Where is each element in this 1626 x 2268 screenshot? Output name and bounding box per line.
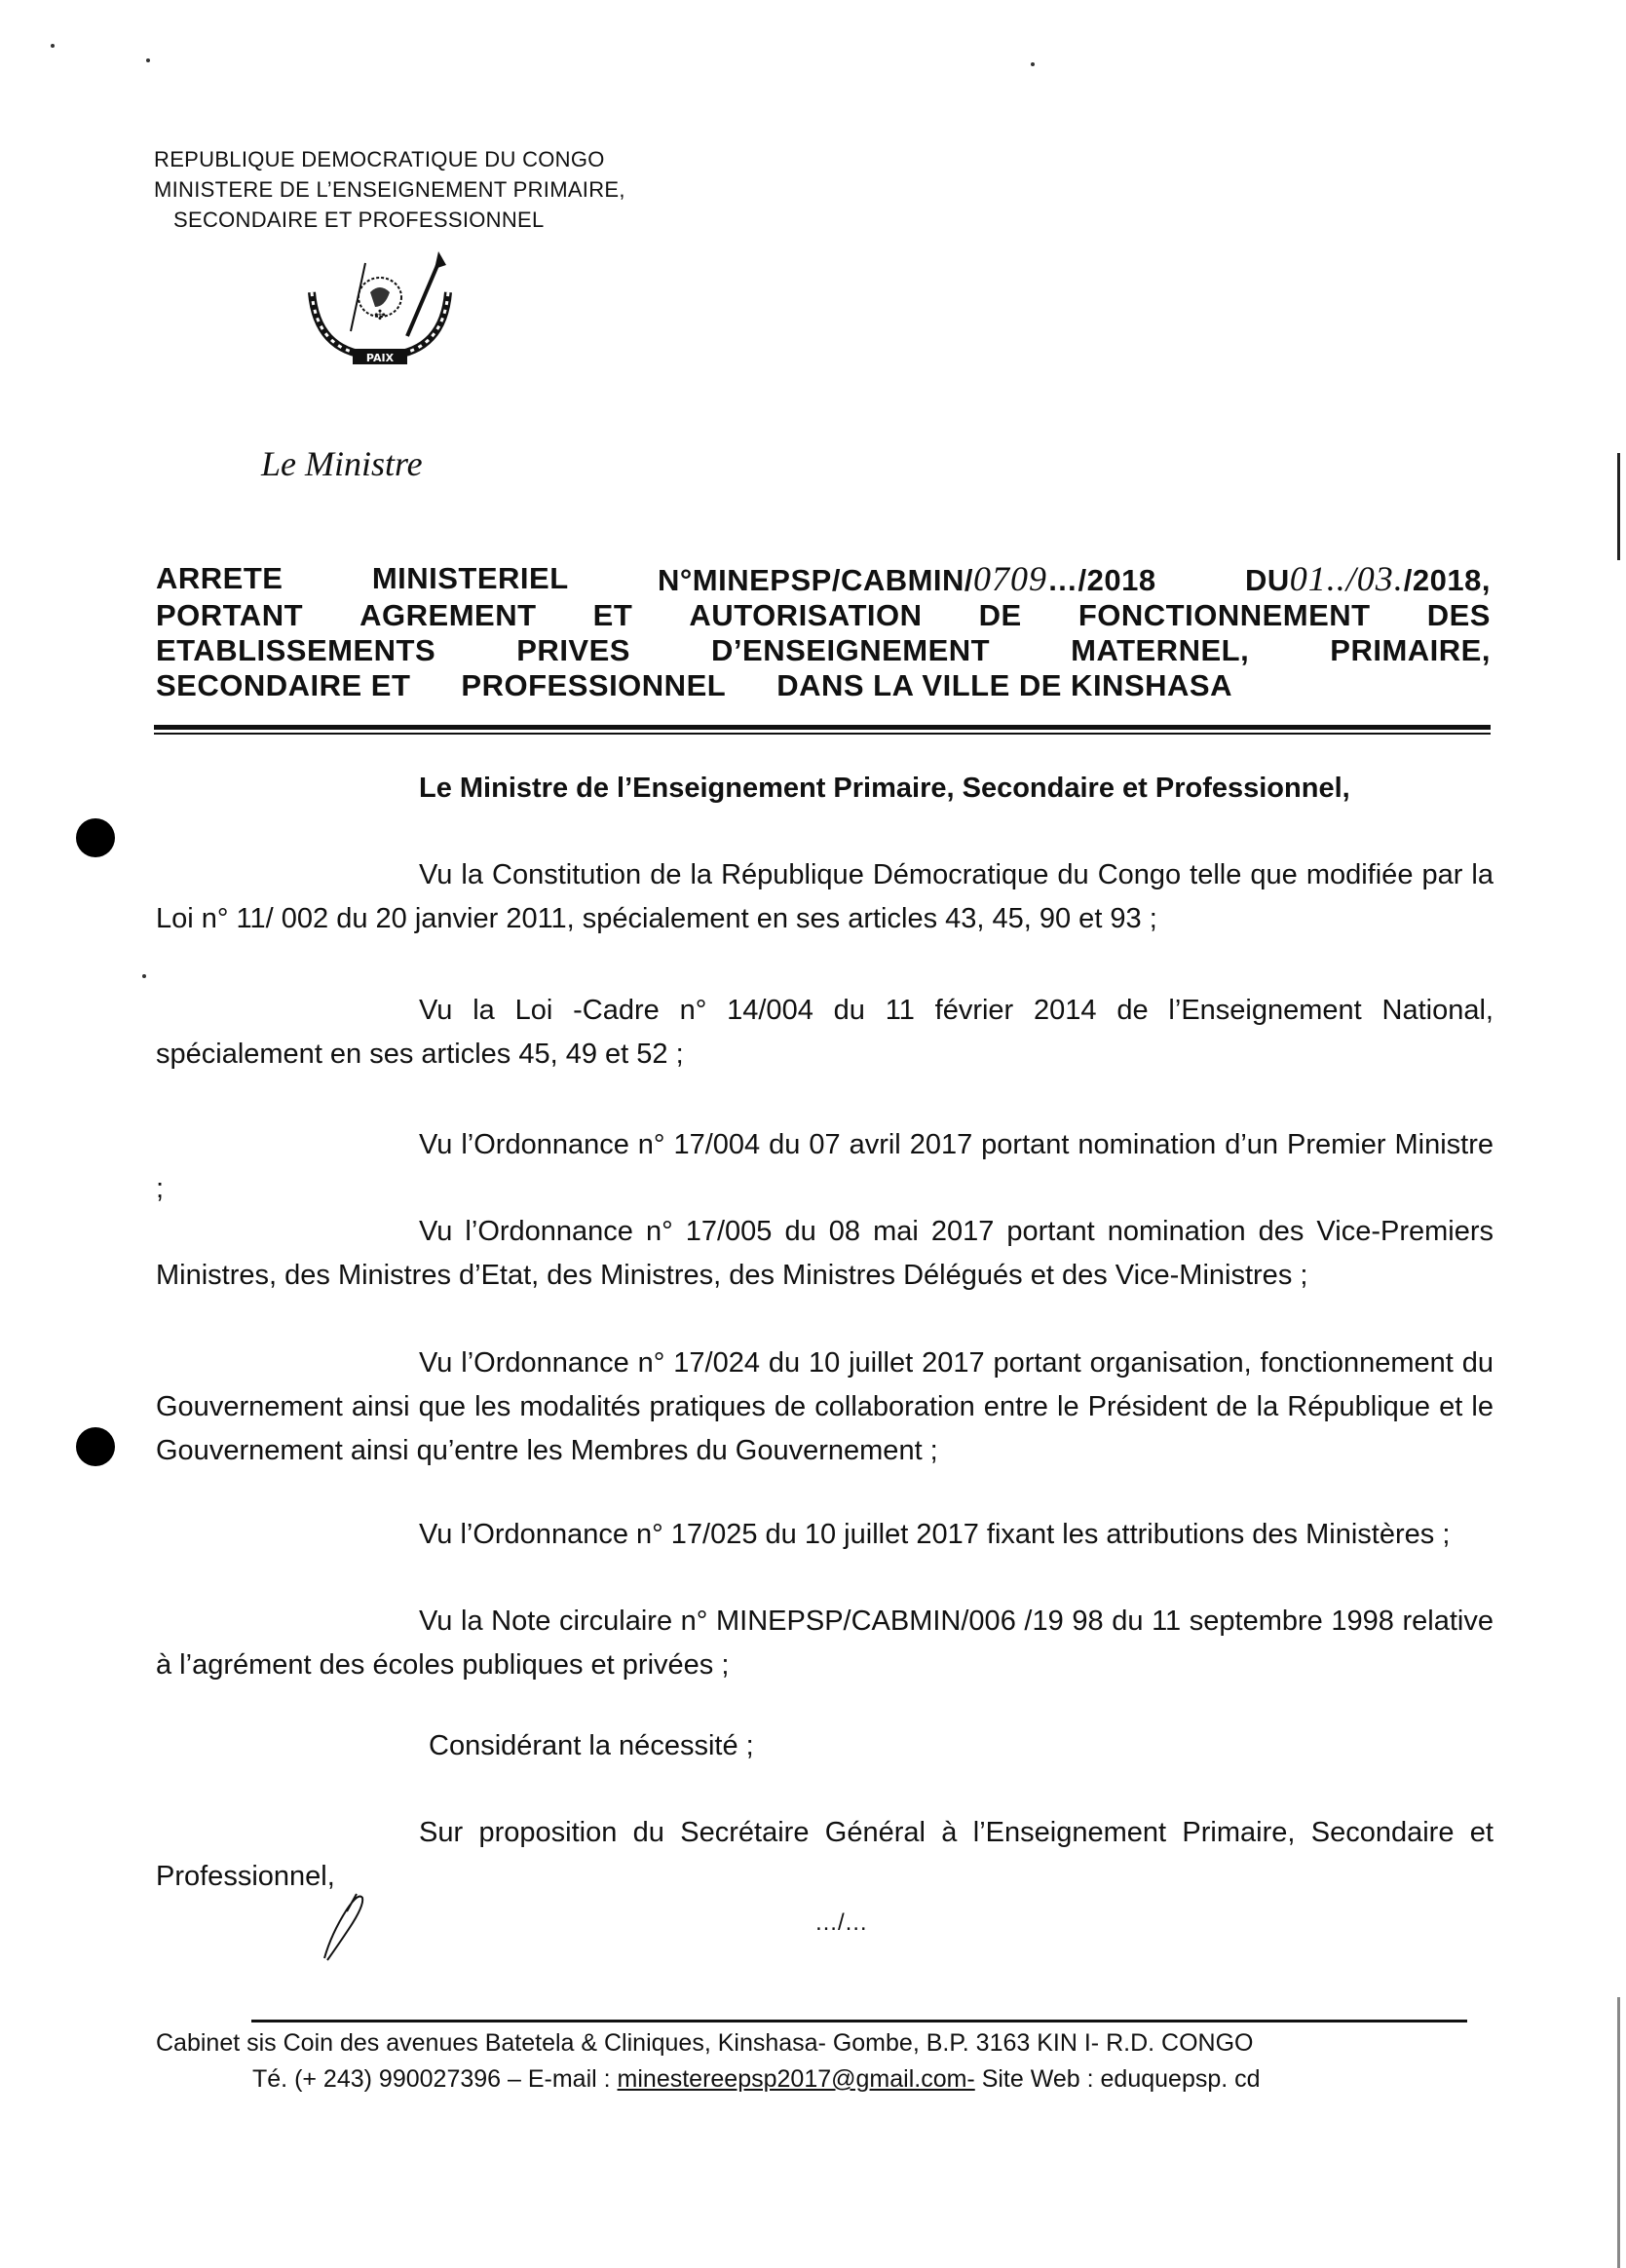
title-word: FONCTIONNEMENT bbox=[1078, 598, 1371, 632]
footer-website: Site Web : eduquepsp. cd bbox=[981, 2065, 1261, 2093]
title-divider-thin bbox=[154, 733, 1491, 735]
title-word: DE bbox=[978, 598, 1022, 632]
footer-telephone: Té. (+ 243) 990027396 – E-mail : bbox=[252, 2065, 611, 2093]
title-word: AUTORISATION bbox=[689, 598, 923, 632]
scan-speck bbox=[146, 58, 150, 62]
paragraph-ordonnance-17-024: Vu l’Ordonnance n° 17/024 du 10 juillet 2017 portant organisation, fonctionnement du Gouvernement ainsi que les modalités pratiques de collaboration entre le Président de la République et le Gouvernement ainsi qu’entre les Membres du Gouvernement ; bbox=[156, 1347, 1494, 1466]
minister-title: Le Ministre bbox=[261, 444, 423, 483]
title-word: ET bbox=[592, 598, 633, 632]
footer-address: Cabinet sis Coin des avenues Batetela & Cliniques, Kinshasa- Gombe, B.P. 3163 KIN I- R.D. CONGO bbox=[156, 2029, 1254, 2057]
title-word: DES bbox=[1426, 598, 1491, 632]
scan-speck bbox=[51, 44, 55, 48]
title-line-4 bbox=[156, 668, 1491, 703]
paragraph-constitution: Vu la Constitution de la République Démocratique du Congo telle que modifiée par la Loi n° 11/ 002 du 20 janvier 2011, spécialement en ses articles 43, 45, 90 et 93 ; bbox=[156, 859, 1494, 934]
scan-speck bbox=[1031, 62, 1035, 66]
decree-number: N°MINEPSP/CABMIN/0709…/2018 bbox=[658, 559, 1156, 598]
punch-hole-mark bbox=[76, 1427, 115, 1466]
title-word: ARRETE bbox=[156, 561, 284, 595]
page-continuation-mark: …/… bbox=[814, 1909, 868, 1936]
footer-contact bbox=[252, 2065, 1261, 2094]
paragraph-ordonnance-17-025: Vu l’Ordonnance n° 17/025 du 10 juillet 2017 fixant les attributions des Ministères ; bbox=[419, 1519, 1451, 1550]
paragraph-note-circulaire: Vu la Note circulaire n° MINEPSP/CABMIN/006 /19 98 du 11 septembre 1998 relative à l’agrément des écoles publiques et privées ; bbox=[156, 1606, 1494, 1681]
scan-edge-mark bbox=[1617, 453, 1620, 560]
title-line-1 bbox=[156, 561, 1491, 598]
title-line-3 bbox=[156, 633, 1491, 668]
title-line-2 bbox=[156, 598, 1491, 633]
coat-of-arms-emblem bbox=[292, 244, 468, 375]
header-line-3: SECONDAIRE ET PROFESSIONNEL bbox=[173, 208, 545, 232]
decree-title bbox=[156, 561, 1491, 703]
title-word: MINISTERIEL bbox=[371, 561, 569, 595]
paragraph-proposition: Sur proposition du Secrétaire Général à l’Enseignement Primaire, Secondaire et Professionnel, bbox=[156, 1817, 1494, 1892]
footer-email-link[interactable]: minestereepsp2017@gmail.com- bbox=[617, 2065, 975, 2093]
title-word: SECONDAIRE ET bbox=[156, 668, 411, 702]
title-word: DANS LA VILLE DE KINSHASA bbox=[776, 668, 1232, 702]
header-line-2: MINISTERE DE L’ENSEIGNEMENT PRIMAIRE, bbox=[154, 177, 625, 202]
handwritten-number: 0709 bbox=[973, 559, 1048, 598]
title-divider-thick bbox=[154, 725, 1491, 730]
ministry-header bbox=[154, 144, 625, 235]
title-word: PROFESSIONNEL bbox=[461, 668, 727, 702]
title-word: PORTANT bbox=[156, 598, 304, 632]
emblem-banner-text: PAIX bbox=[365, 352, 395, 364]
paragraph-ordonnance-17-005: Vu l’Ordonnance n° 17/005 du 08 mai 2017 portant nomination des Vice-Premiers Ministres, des Ministres d’Etat, des Ministres, des Ministres Délégués et des Vice-Ministres ; bbox=[156, 1216, 1494, 1291]
handwritten-date: 01../03. bbox=[1289, 559, 1404, 598]
title-word: ETABLISSEMENTS bbox=[156, 633, 436, 667]
punch-hole-mark bbox=[76, 818, 115, 857]
title-word: PRIVES bbox=[516, 633, 630, 667]
header-line-1: REPUBLIQUE DEMOCRATIQUE DU CONGO bbox=[154, 147, 605, 171]
title-word: MATERNEL, bbox=[1071, 633, 1250, 667]
paragraph-loi-cadre: Vu la Loi -Cadre n° 14/004 du 11 février 2014 de l’Enseignement National, spécialement en ses articles 45, 49 et 52 ; bbox=[156, 995, 1494, 1070]
svg-text:✣: ✣ bbox=[374, 308, 386, 323]
footer-divider bbox=[251, 2020, 1467, 2022]
title-word: D’ENSEIGNEMENT bbox=[711, 633, 991, 667]
paragraph-ordonnance-17-004: Vu l’Ordonnance n° 17/004 du 07 avril 2017 portant nomination d’un Premier Ministre ; bbox=[156, 1129, 1494, 1204]
paragraph-considerant: Considérant la nécessité ; bbox=[429, 1730, 754, 1761]
title-word: PRIMAIRE, bbox=[1330, 633, 1491, 667]
initials-signature bbox=[320, 1890, 368, 1963]
scan-edge-mark bbox=[1617, 1997, 1620, 2268]
title-word: AGREMENT bbox=[359, 598, 537, 632]
preamble-heading: Le Ministre de l’Enseignement Primaire, Secondaire et Professionnel, bbox=[419, 773, 1350, 804]
scan-speck bbox=[142, 974, 146, 978]
decree-date: DU01../03./2018, bbox=[1244, 559, 1491, 598]
